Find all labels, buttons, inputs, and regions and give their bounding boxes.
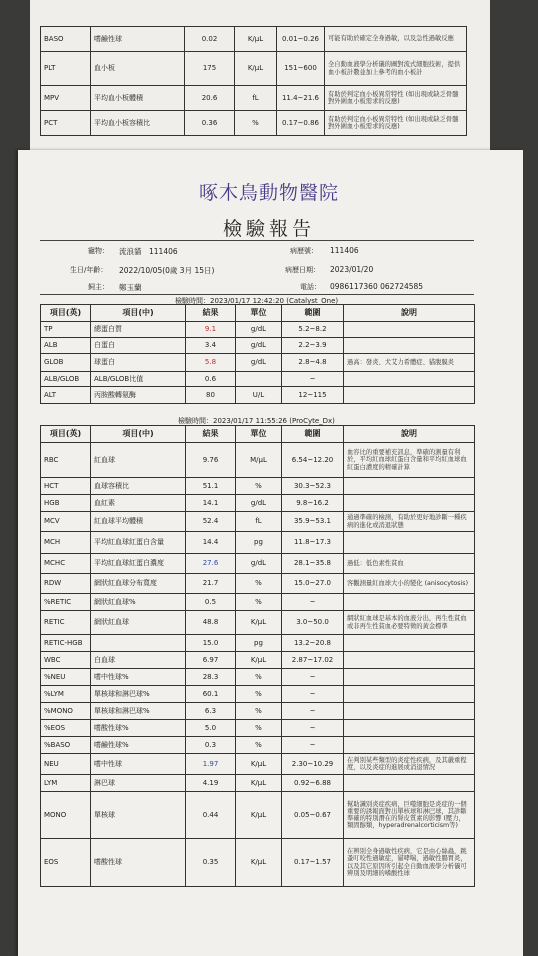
item-range: ~ bbox=[282, 669, 344, 686]
item-result: 0.5 bbox=[186, 594, 236, 611]
item-note: 客觀測量紅血球大小的變化 (anisocytosis) bbox=[344, 574, 475, 594]
item-code: LYM bbox=[41, 775, 91, 792]
item-range: 13.2~20.8 bbox=[282, 635, 344, 652]
item-code: %LYM bbox=[41, 686, 91, 703]
table-row bbox=[41, 322, 475, 338]
item-code: BASO bbox=[41, 27, 91, 52]
item-range: 35.9~53.1 bbox=[282, 512, 344, 532]
item-unit: g/dL bbox=[236, 495, 282, 512]
item-range: 0.01~0.26 bbox=[277, 27, 325, 52]
item-note bbox=[344, 322, 475, 338]
item-unit: K/μL bbox=[236, 792, 282, 839]
table-row bbox=[41, 554, 475, 574]
table-row bbox=[41, 754, 475, 775]
item-code: MCV bbox=[41, 512, 91, 532]
item-range: 151~600 bbox=[277, 52, 325, 86]
birth-value: 2022/10/05(0歲 3月 15日) bbox=[119, 266, 215, 275]
item-range: 2.30~10.29 bbox=[282, 754, 344, 775]
item-note bbox=[344, 372, 475, 387]
item-note: 過低：低色素性貧血 bbox=[344, 554, 475, 574]
item-name: 丙胺酸轉氨酶 bbox=[91, 387, 186, 404]
item-code: MCH bbox=[41, 532, 91, 554]
item-name: 嗜酸性球% bbox=[91, 720, 186, 737]
date-value: 2023/01/20 bbox=[330, 265, 374, 274]
item-note: 全自動血液學分析儀的圖對流式細胞技術，提供血小板計數並加上參考的血小板計 bbox=[325, 52, 467, 86]
item-name: 紅血球平均體積 bbox=[91, 512, 186, 532]
item-range: 3.0~50.0 bbox=[282, 611, 344, 635]
table-row bbox=[41, 532, 475, 554]
item-note bbox=[344, 703, 475, 720]
item-result: 80 bbox=[186, 387, 236, 404]
item-range: 2.8~4.8 bbox=[282, 354, 344, 372]
section1-time: 檢驗時間：2023/01/17 12:42:20 (Catalyst_One) bbox=[175, 297, 339, 305]
item-code: ALB bbox=[41, 338, 91, 354]
item-result: 1.97 bbox=[186, 754, 236, 775]
top-results-table bbox=[40, 26, 467, 136]
item-note bbox=[344, 652, 475, 669]
phone-value: 0986117360 062724585 bbox=[330, 282, 424, 291]
table-row bbox=[41, 354, 475, 372]
table-row bbox=[41, 652, 475, 669]
item-code: WBC bbox=[41, 652, 91, 669]
item-code: NEU bbox=[41, 754, 91, 775]
item-result: 0.35 bbox=[186, 839, 236, 887]
item-note: 過高：發炎、犬艾力希體症、貓腹膜炎 bbox=[344, 354, 475, 372]
item-code: MCHC bbox=[41, 554, 91, 574]
table-row bbox=[41, 737, 475, 754]
item-range: 0.05~0.67 bbox=[282, 792, 344, 839]
table-row bbox=[41, 669, 475, 686]
item-result: 28.3 bbox=[186, 669, 236, 686]
column-header: 項目(中) bbox=[91, 305, 186, 322]
item-name: 淋巴球 bbox=[91, 775, 186, 792]
item-code: %MONO bbox=[41, 703, 91, 720]
item-range: ~ bbox=[282, 720, 344, 737]
item-note: 通過準確的檢測，有助於更好地診斷一種疾病的進化或消退狀態 bbox=[344, 512, 475, 532]
section2-time: 檢驗時間：2023/01/17 11:55:26 (ProCyte_Dx) bbox=[178, 417, 335, 425]
item-unit: K/μL bbox=[236, 754, 282, 775]
item-code: RETIC-HGB bbox=[41, 635, 91, 652]
item-code: ALB/GLOB bbox=[41, 372, 91, 387]
item-code: RBC bbox=[41, 443, 91, 478]
item-name: 總蛋白質 bbox=[91, 322, 186, 338]
item-unit: % bbox=[236, 686, 282, 703]
item-name: 網狀紅血球分布寬度 bbox=[91, 574, 186, 594]
table-row bbox=[41, 775, 475, 792]
item-name: 白蛋白 bbox=[91, 338, 186, 354]
item-name: 血紅素 bbox=[91, 495, 186, 512]
item-name: 血小板 bbox=[91, 52, 185, 86]
item-name: 紅血球 bbox=[91, 443, 186, 478]
item-result: 3.4 bbox=[186, 338, 236, 354]
item-result: 175 bbox=[185, 52, 235, 86]
item-note bbox=[344, 594, 475, 611]
item-code: %BASO bbox=[41, 737, 91, 754]
item-result: 21.7 bbox=[186, 574, 236, 594]
item-unit: % bbox=[236, 478, 282, 495]
item-unit: g/dL bbox=[236, 554, 282, 574]
pet-value: 流浪貓 111406 bbox=[119, 247, 178, 256]
item-result: 9.76 bbox=[186, 443, 236, 478]
column-header: 項目(英) bbox=[41, 305, 91, 322]
item-unit: fL bbox=[236, 512, 282, 532]
item-name: 球蛋白 bbox=[91, 354, 186, 372]
item-unit: K/μL bbox=[236, 839, 282, 887]
item-unit: g/dL bbox=[236, 322, 282, 338]
item-unit: % bbox=[236, 737, 282, 754]
item-range: 0.92~6.88 bbox=[282, 775, 344, 792]
hospital-name: 啄木鳥動物醫院 bbox=[198, 182, 339, 204]
item-code: HCT bbox=[41, 478, 91, 495]
item-code: EOS bbox=[41, 839, 91, 887]
column-header: 單位 bbox=[236, 426, 282, 443]
column-header: 結果 bbox=[186, 426, 236, 443]
item-note bbox=[344, 635, 475, 652]
item-range: 6.54~12.20 bbox=[282, 443, 344, 478]
item-name: 網狀紅血球% bbox=[91, 594, 186, 611]
item-range: 12~115 bbox=[282, 387, 344, 404]
item-name: 血球容積比 bbox=[91, 478, 186, 495]
item-name: 平均血小板容積比 bbox=[91, 111, 185, 136]
item-name: 單核球和淋巴球% bbox=[91, 703, 186, 720]
item-note bbox=[344, 387, 475, 404]
item-result: 4.19 bbox=[186, 775, 236, 792]
birth-label: 生日/年齡： bbox=[70, 266, 108, 274]
item-note: 在辨別全身過敏性疾病，它是由心絲蟲，跳蚤叮咬性過敏症，貓哮喘，過敏性腸胃炎，以及其它原因所引起全自動血液學分析儀可辨別及明細的嗜酸性球 bbox=[344, 839, 475, 887]
item-unit: K/μL bbox=[236, 611, 282, 635]
header-row bbox=[41, 426, 475, 443]
date-label: 病歷日期： bbox=[285, 266, 320, 274]
item-unit: % bbox=[236, 720, 282, 737]
item-unit: g/dL bbox=[236, 338, 282, 354]
item-result: 14.4 bbox=[186, 532, 236, 554]
item-name: 平均血小板體積 bbox=[91, 86, 185, 111]
item-range: 2.87~17.02 bbox=[282, 652, 344, 669]
item-range: 0.17~1.57 bbox=[282, 839, 344, 887]
item-note bbox=[344, 686, 475, 703]
column-header: 項目(中) bbox=[91, 426, 186, 443]
table-row bbox=[41, 443, 475, 478]
item-result: 0.02 bbox=[185, 27, 235, 52]
info-rule bbox=[40, 294, 474, 295]
item-unit: fL bbox=[235, 86, 277, 111]
item-note bbox=[344, 775, 475, 792]
item-unit: % bbox=[236, 703, 282, 720]
item-code: PLT bbox=[41, 52, 91, 86]
column-header: 範圍 bbox=[282, 426, 344, 443]
item-code: %NEU bbox=[41, 669, 91, 686]
item-range: 30.3~52.3 bbox=[282, 478, 344, 495]
table-row bbox=[41, 686, 475, 703]
item-note bbox=[344, 338, 475, 354]
table-row bbox=[41, 512, 475, 532]
item-code: ALT bbox=[41, 387, 91, 404]
item-note: 幫助識別炎症疾病，巨噬細胞是炎症的一個重要的誘報面對出單核球和淋巴球，其診斷準確的特別潛在的腎皮質素的影響 (壓力，類固醇類，hyperadrenalcorticism等) bbox=[344, 792, 475, 839]
item-code: RDW bbox=[41, 574, 91, 594]
table-row bbox=[41, 478, 475, 495]
item-code: %EOS bbox=[41, 720, 91, 737]
item-code: HGB bbox=[41, 495, 91, 512]
item-unit bbox=[236, 372, 282, 387]
item-name: 嗜酸性球 bbox=[91, 839, 186, 887]
table-row bbox=[41, 792, 475, 839]
table-row bbox=[41, 387, 475, 404]
item-name: 單核球和淋巴球% bbox=[91, 686, 186, 703]
item-range: 9.8~16.2 bbox=[282, 495, 344, 512]
item-range: ~ bbox=[282, 594, 344, 611]
item-code: GLOB bbox=[41, 354, 91, 372]
item-note bbox=[344, 737, 475, 754]
record-label: 病歷號： bbox=[290, 247, 318, 255]
item-range: 11.4~21.6 bbox=[277, 86, 325, 111]
header-row bbox=[41, 305, 475, 322]
item-unit: % bbox=[235, 111, 277, 136]
item-name: 嗜中性球 bbox=[91, 754, 186, 775]
item-note bbox=[344, 669, 475, 686]
table-row bbox=[41, 611, 475, 635]
pet-label: 寵物： bbox=[88, 247, 109, 255]
item-note: 有助於判定血小板異常特性 (如出現或缺乏骨髓對外圍血小板需求的反應) bbox=[325, 111, 467, 136]
item-result: 9.1 bbox=[186, 322, 236, 338]
item-unit: pg bbox=[236, 635, 282, 652]
item-unit: % bbox=[236, 594, 282, 611]
item-name: 平均紅血球紅蛋白濃度 bbox=[91, 554, 186, 574]
column-header: 項目(英) bbox=[41, 426, 91, 443]
item-note bbox=[344, 532, 475, 554]
item-range: 2.2~3.9 bbox=[282, 338, 344, 354]
item-note: 在判別某些類型的炎症性疾病，及其嚴重程度，以及炎症的進展或消退情況 bbox=[344, 754, 475, 775]
item-range: ~ bbox=[282, 703, 344, 720]
item-code: PCT bbox=[41, 111, 91, 136]
chemistry-table bbox=[40, 304, 475, 404]
table-row bbox=[41, 594, 475, 611]
item-result: 48.8 bbox=[186, 611, 236, 635]
item-code: %RETIC bbox=[41, 594, 91, 611]
item-note: 可能有助於確定全身過敏，以及急性過敏反應 bbox=[325, 27, 467, 52]
hematology-table bbox=[40, 425, 475, 887]
table-row bbox=[41, 86, 467, 111]
column-header: 結果 bbox=[186, 305, 236, 322]
item-result: 15.0 bbox=[186, 635, 236, 652]
item-code: TP bbox=[41, 322, 91, 338]
table-row bbox=[41, 338, 475, 354]
item-range: 5.2~8.2 bbox=[282, 322, 344, 338]
table-row bbox=[41, 372, 475, 387]
item-note: 網狀紅血球是基本的血液分出，再生性貧血或非再生性貧血必要特徵的黃金標準 bbox=[344, 611, 475, 635]
table-row bbox=[41, 495, 475, 512]
record-value: 111406 bbox=[330, 246, 359, 255]
item-note bbox=[344, 495, 475, 512]
report-title: 檢驗報告 bbox=[222, 218, 315, 240]
item-unit: pg bbox=[236, 532, 282, 554]
item-unit: g/dL bbox=[236, 354, 282, 372]
item-name: 嗜鹼性球% bbox=[91, 737, 186, 754]
item-name: 平均紅血球紅蛋白含量 bbox=[91, 532, 186, 554]
item-result: 27.6 bbox=[186, 554, 236, 574]
item-range: ~ bbox=[282, 737, 344, 754]
item-note bbox=[344, 478, 475, 495]
item-result: 5.0 bbox=[186, 720, 236, 737]
item-result: 20.6 bbox=[185, 86, 235, 111]
item-result: 0.3 bbox=[186, 737, 236, 754]
item-result: 60.1 bbox=[186, 686, 236, 703]
item-range: 28.1~35.8 bbox=[282, 554, 344, 574]
item-unit: M/μL bbox=[236, 443, 282, 478]
table-row bbox=[41, 27, 467, 52]
item-name: 網狀紅血球 bbox=[91, 611, 186, 635]
item-range: ~ bbox=[282, 686, 344, 703]
item-unit: % bbox=[236, 574, 282, 594]
item-name: ALB/GLOB比值 bbox=[91, 372, 186, 387]
table-row bbox=[41, 52, 467, 86]
item-result: 51.1 bbox=[186, 478, 236, 495]
item-result: 52.4 bbox=[186, 512, 236, 532]
item-result: 0.36 bbox=[185, 111, 235, 136]
item-unit: K/μL bbox=[235, 52, 277, 86]
column-header: 範圍 bbox=[282, 305, 344, 322]
item-range: 11.8~17.3 bbox=[282, 532, 344, 554]
item-result: 6.3 bbox=[186, 703, 236, 720]
table-row bbox=[41, 703, 475, 720]
item-name: 單核球 bbox=[91, 792, 186, 839]
item-unit: U/L bbox=[236, 387, 282, 404]
item-range: ~ bbox=[282, 372, 344, 387]
item-code: MPV bbox=[41, 86, 91, 111]
item-name: 嗜中性球% bbox=[91, 669, 186, 686]
item-name: 嗜鹼性球 bbox=[91, 27, 185, 52]
item-note: 血容比的重要補充訊息，準確的測量有利於，平均紅血球紅蛋白含量和平均紅血球血紅蛋白濃度的精確計算 bbox=[344, 443, 475, 478]
item-note bbox=[344, 720, 475, 737]
table-row bbox=[41, 839, 475, 887]
item-result: 0.6 bbox=[186, 372, 236, 387]
table-row bbox=[41, 635, 475, 652]
table-row bbox=[41, 720, 475, 737]
column-header: 單位 bbox=[236, 305, 282, 322]
owner-label: 飼主： bbox=[88, 283, 109, 291]
table-row bbox=[41, 111, 467, 136]
item-result: 6.97 bbox=[186, 652, 236, 669]
phone-label: 電話： bbox=[300, 283, 321, 291]
item-result: 14.1 bbox=[186, 495, 236, 512]
item-name: 白血球 bbox=[91, 652, 186, 669]
column-header: 說明 bbox=[344, 426, 475, 443]
item-code: RETIC bbox=[41, 611, 91, 635]
item-unit: % bbox=[236, 669, 282, 686]
header-rule bbox=[40, 240, 474, 241]
item-note: 有助於判定血小板異常特性 (如出現或缺乏骨髓對外圍血小板需求的反應) bbox=[325, 86, 467, 111]
item-unit: K/μL bbox=[235, 27, 277, 52]
item-result: 0.44 bbox=[186, 792, 236, 839]
owner-value: 鄭玉蘭 bbox=[119, 283, 142, 292]
item-unit: K/μL bbox=[236, 652, 282, 669]
item-result: 5.8 bbox=[186, 354, 236, 372]
column-header: 說明 bbox=[344, 305, 475, 322]
item-unit: K/μL bbox=[236, 775, 282, 792]
item-range: 15.0~27.0 bbox=[282, 574, 344, 594]
item-range: 0.17~0.86 bbox=[277, 111, 325, 136]
item-name bbox=[91, 635, 186, 652]
table-row bbox=[41, 574, 475, 594]
item-code: MONO bbox=[41, 792, 91, 839]
